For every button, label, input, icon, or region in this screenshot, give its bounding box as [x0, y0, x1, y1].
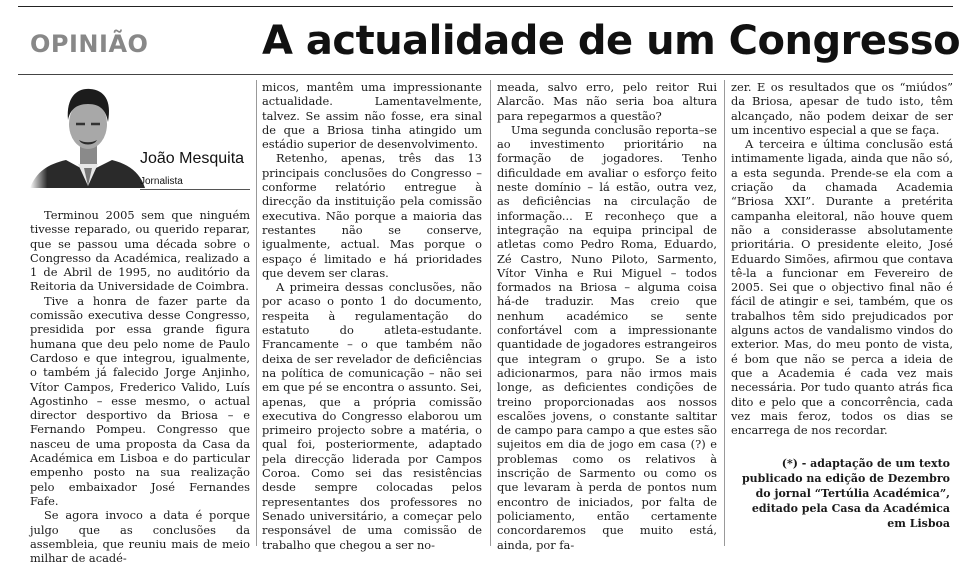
article-column-1 — [30, 208, 250, 565]
column-divider — [724, 80, 725, 546]
paragraph: meada, salvo erro, pelo reitor Rui Alarcão. Mas não seria boa altura para repegarmos a questão? — [497, 80, 717, 123]
article-headline: A actualidade de um Congresso — [262, 18, 961, 64]
paragraph: Se agora invoco a data é porque julgo que as conclusões da assembleia, que reuniu mais de meio milhar de acadé- — [30, 508, 250, 565]
column-divider — [490, 80, 491, 546]
headline-rule — [18, 74, 953, 75]
paragraph: micos, mantêm uma impressionante actualidade. Lamentavelmente, talvez. Se assim não fosse, era sinal de que a Briosa tinha atingido um estádio superior de desenvolvimento. — [262, 80, 482, 152]
article-column-2 — [262, 80, 482, 552]
section-label: OPINIÃO — [30, 30, 149, 58]
paragraph: Uma segunda conclusão reporta–se ao investimento prioritário na formação de jogadores. Tenho dificuldade em avaliar o esforço feito neste domínio – lá estão, outra vez, as deficiências na circulação de informação... E reconheço que a integração na equipa principal de atletas como Pedro Roma, Eduardo, Zé Castro, Nuno Piloto, Sarmento, Vítor Vinha e Rui Miguel – todos formados na Briosa – alguma coisa há-de traduzir. Mas creio que nenhum académico se sente confortável com a impressionante quantidade de jogadores estrangeiros que integram o grupo. Se a isto adicionarmos, para não irmos mais longe, as deficientes condições de treino proporcionadas aos nossos escalões jovens, o constante saltitar de campo para campo a que estes são sujeitos em dia de jogo em casa (?) e problemas como os relativos à inscrição de Sarmento ou como os que levaram à perda de pontos num encontro de iniciados, por falta de policiamento, então certamente concordaremos que muito está, ainda, por fa- — [497, 122, 717, 552]
article-column-4 — [731, 80, 953, 437]
author-role: Jornalista — [140, 176, 183, 187]
editor-footnote: (*) - adaptação de um texto publicado na edição de Dezembro do jornal “Tertúlia Académica”, editado pela Casa da Académica em Lisboa — [741, 457, 950, 530]
article-column-3 — [497, 80, 717, 552]
paragraph: Retenho, apenas, três das 13 principais conclusões do Congresso – conforme relatório entregue à direcção da instituição pela comissão executiva. Não porque a maioria das restantes não se conserve, igualmente, actual. Mas porque o espaço é limitado e há prioridades que devem ser claras. — [262, 151, 482, 280]
paragraph: zer. E os resultados que os “miúdos” da Briosa, apesar de tudo isto, têm alcançado, não podem deixar de ser um incentivo especial a que se faça. — [731, 80, 953, 137]
paragraph: Tive a honra de fazer parte da comissão executiva desse Congresso, presidida por essa grande figura humana que deu pelo nome de Paulo Cardoso e que integrou, igualmente, o também já falecido Jorge Anjinho, Vítor Campos, Frederico Valido, Luís Agostinho – esse mesmo, o actual director desportivo da Briosa – e Fernando Pompeu. Congresso que nasceu de uma proposta da Casa da Académica em Lisboa e do particular empenho posto na sua realização pelo embaixador José Fernandes Fafe. — [30, 293, 250, 508]
paragraph: A primeira dessas conclusões, não por acaso o ponto 1 do documento, respeita à regulamentação do estatuto do atleta-estudante. Francamente – o que também não deixa de ser revelador de deficiências na política de comunicação – não sei em que pé se encontra o assunto. Sei, apenas, que a própria comissão executiva do Congresso elaborou um primeiro projecto sobre a matéria, o qual foi, posteriormente, adaptado pela direcção liderada por Campos Coroa. Como sei das resistências desde sempre colocadas pelos representantes dos professores no Senado universitário, a começar pelo responsável de uma comissão de trabalho que chegou a ser no- — [262, 280, 482, 552]
author-name: João Mesquita — [140, 150, 245, 167]
paragraph: A terceira e última conclusão está intimamente ligada, ainda que não só, a esta segunda. Prende-se ela com a criação da chamada Academia “Briosa XXI”. Durante a pretérita campanha eleitoral, não houve quem não a considerasse absolutamente prioritária. O presidente eleito, José Eduardo Simões, afirmou que contava tê-la a funcionar em Fevereiro de 2005. Sei que o objectivo final não é fácil de atingir e sei, também, que os trabalhos têm sido prejudicados por alguns actos de vandalismo vindos do exterior. Mas, do meu ponto de vista, é bom que não se perca a ideia de que a Academia é cada vez mais necessária. Por tudo quanto atrás fica dito e pelo que a concorrência, cada vez mais feroz, todos os dias se encarrega de nos recordar. — [731, 137, 953, 438]
paragraph: Terminou 2005 sem que ninguém tivesse reparado, ou querido reparar, que se passou uma década sobre o Congresso da Académica, realizado a 1 de Abril de 1995, no auditório da Reitoria da Universidade de Coimbra. — [30, 208, 250, 294]
author-rule — [140, 189, 250, 190]
top-rule — [18, 6, 953, 7]
column-divider — [256, 80, 257, 546]
author-photo — [30, 80, 145, 188]
